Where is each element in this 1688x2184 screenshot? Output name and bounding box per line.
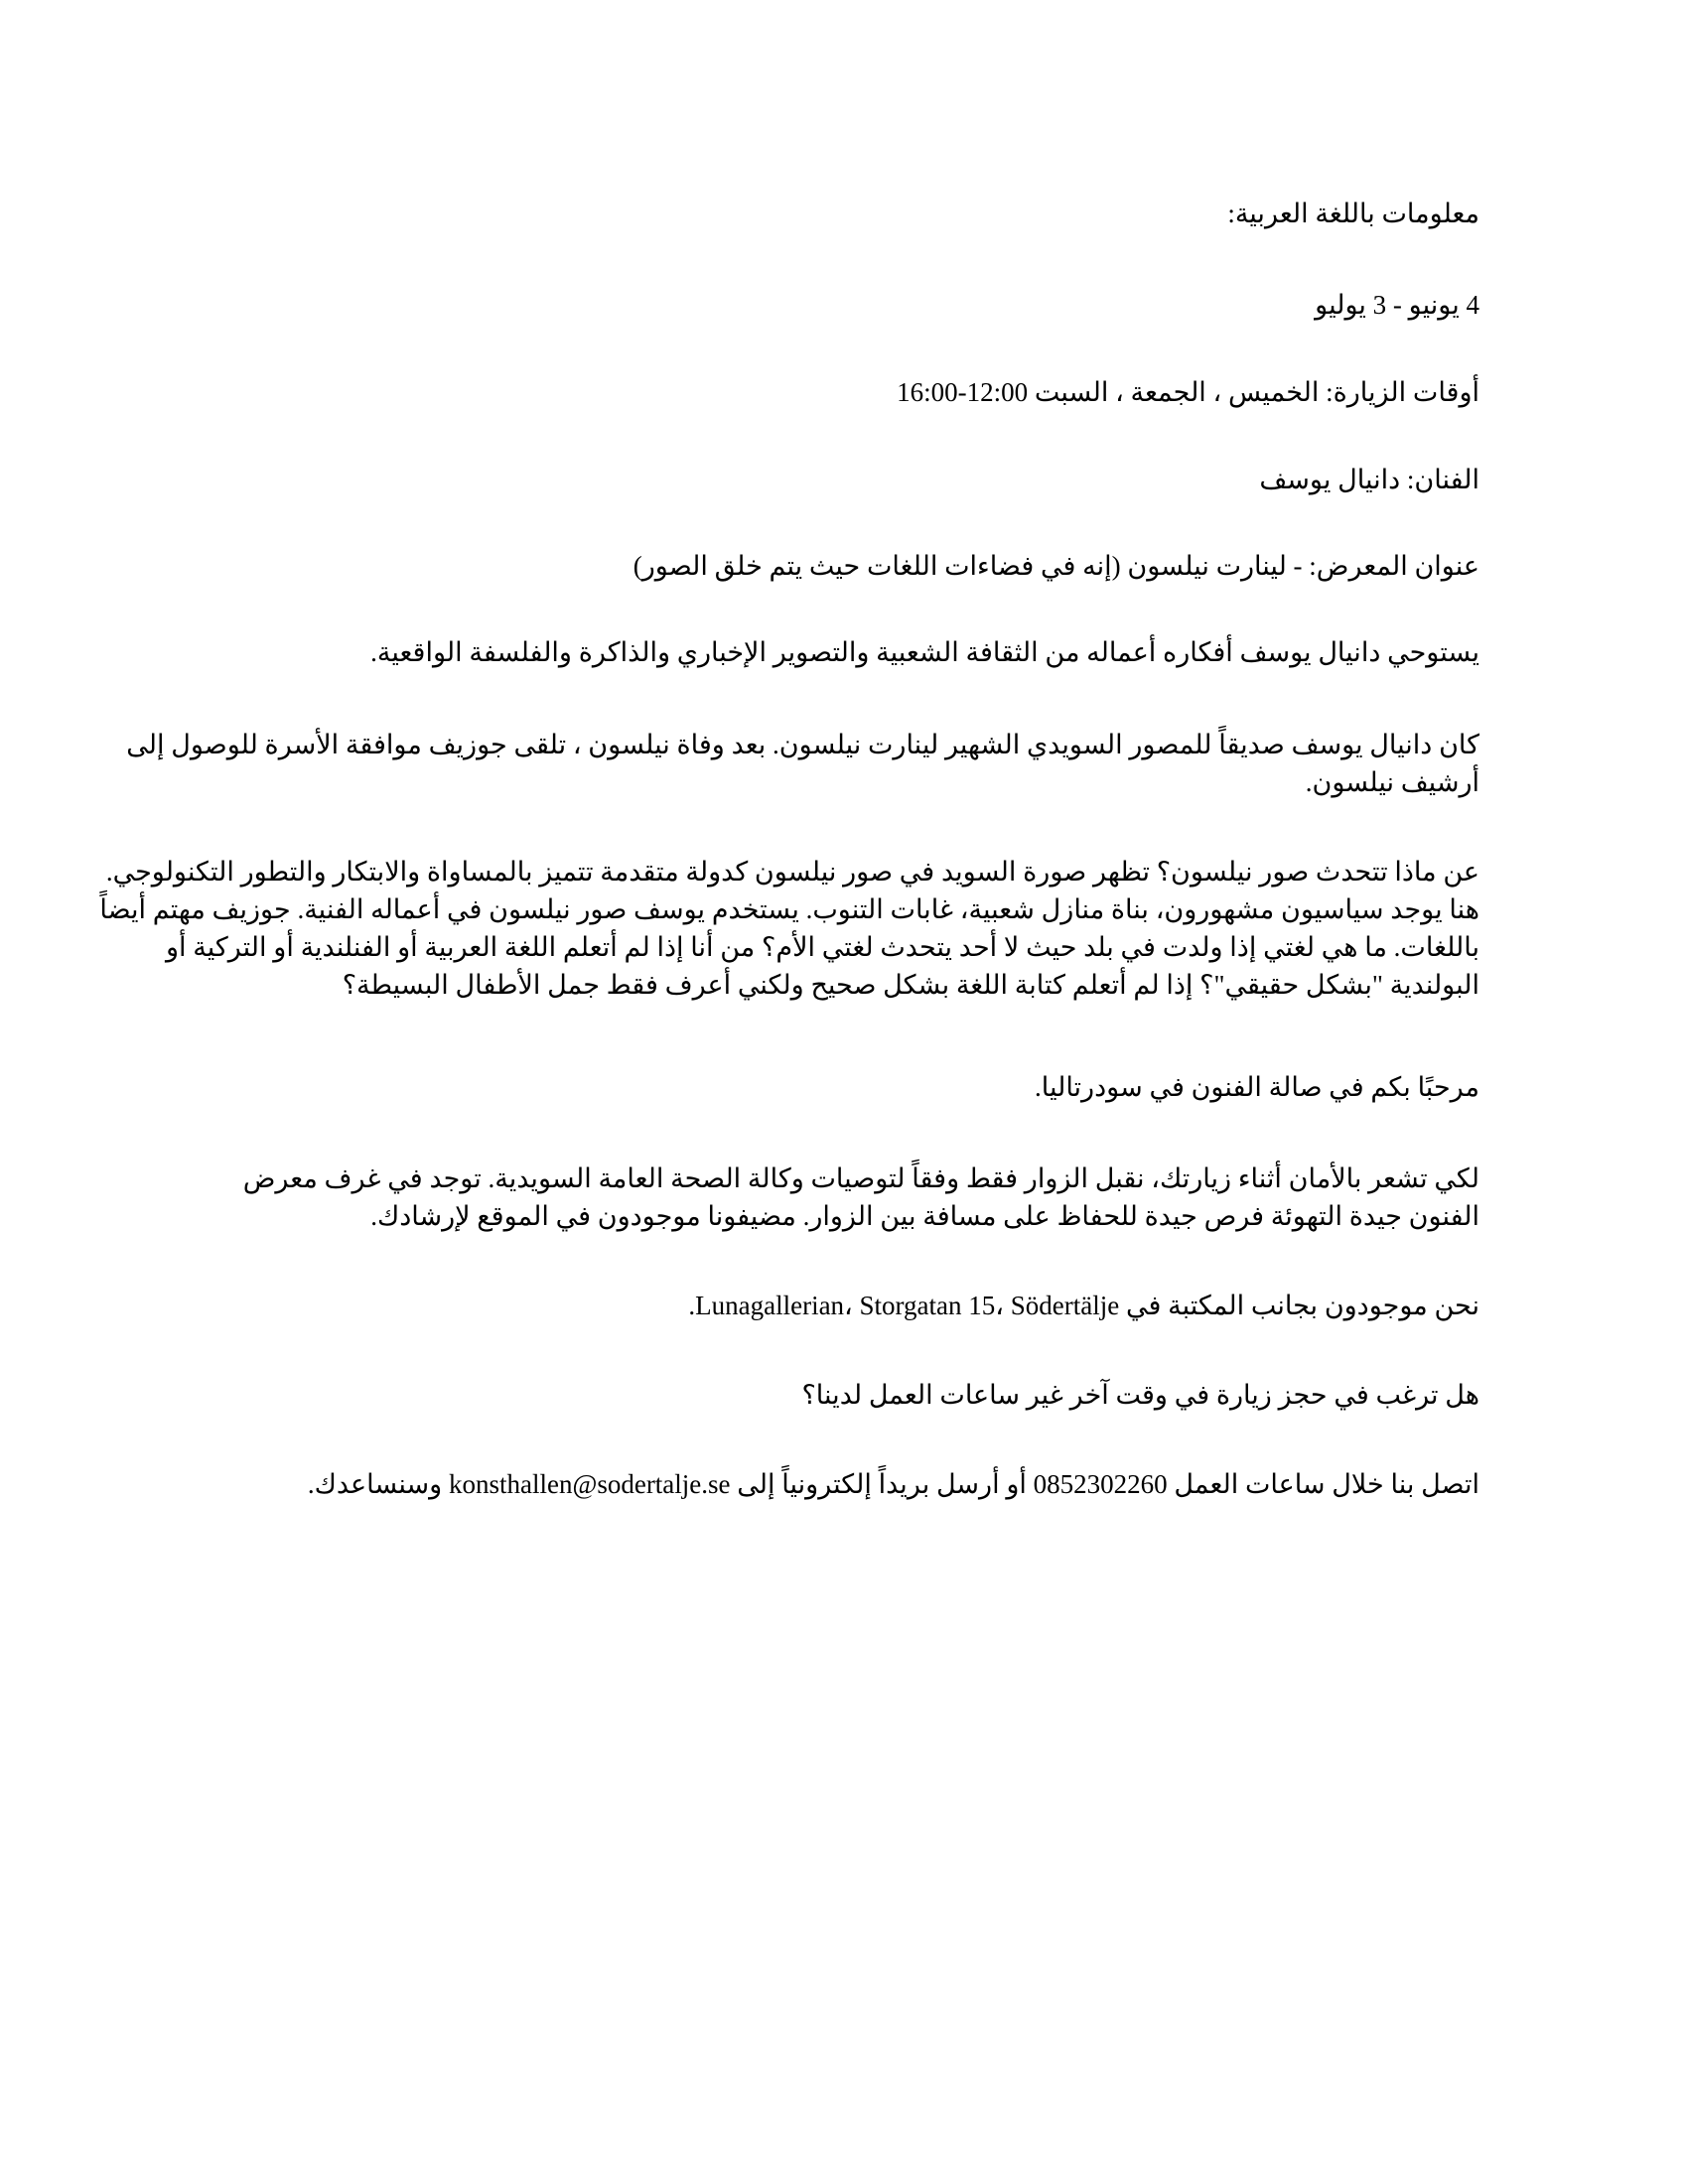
heading: معلومات باللغة العربية:	[1227, 199, 1479, 228]
contact-suffix: وسنساعدك.	[307, 1469, 443, 1499]
welcome-line: مرحبًا بكم في صالة الفنون في سودرتاليا.	[1034, 1072, 1479, 1102]
inspiration-paragraph: يستوحي دانيال يوسف أفكاره أعماله من الثقافة الشعبية والتصوير الإخباري والذاكرة والفلسفة الواقعية.	[370, 637, 1479, 667]
location-prefix: نحن موجودون بجانب المكتبة في	[1125, 1291, 1479, 1320]
safety-paragraph: لكي تشعر بالأمان أثناء زيارتك، نقبل الزوار فقط وفقاً لتوصيات وكالة الصحة العامة السويدية. توجد في غرف معرض الفنون جيدة التهوئة فرص جيدة للحفاظ على مسافة بين الزوار. مضيفونا موجودون في الموقع لإرشادك.	[242, 1163, 1479, 1231]
contact-phone[interactable]: 0852302260	[1033, 1469, 1168, 1499]
contact-email[interactable]: konsthallen@sodertalje.se	[448, 1469, 731, 1499]
location-place: Lunagallerian، Storgatan 15، Södertälje	[695, 1291, 1120, 1320]
booking-question: هل ترغب في حجز زيارة في وقت آخر غير ساعات العمل لدينا؟	[801, 1380, 1479, 1410]
exhibition-title: عنوان المعرض: - لينارت نيلسون (إنه في فضاءات اللغات حيث يتم خلق الصور)	[633, 551, 1479, 581]
exhibition-dates: 4 يونيو - 3 يوليو	[1315, 290, 1479, 320]
artist-line: الفنان: دانيال يوسف	[1259, 465, 1479, 494]
location-suffix: .	[688, 1291, 696, 1320]
friendship-paragraph: كان دانيال يوسف صديقاً للمصور السويدي الشهير لينارت نيلسون. بعد وفاة نيلسون ، تلقى جوزيف موافقة الأسرة للوصول إلى أرشيف نيلسون.	[126, 730, 1479, 797]
about-photos-paragraph: عن ماذا تتحدث صور نيلسون؟ تظهر صورة السويد في صور نيلسون كدولة متقدمة تتميز بالمساواة والابتكار والتطور التكنولوجي. هنا يوجد سياسيون مشهورون، بناة منازل شعبية، غابات التنوب. يستخدم يوسف صور نيلسون في أعماله الفنية. جوزيف مهتم أيضاً باللغات. ما هي لغتي إذا ولدت في بلد حيث لا أحد يتحدث لغتي الأم؟ من أنا إذا لم أتعلم اللغة العربية أو الفنلندية أو التركية أو البولندية "بشكل حقيقي"؟ إذا لم أتعلم كتابة اللغة بشكل صحيح ولكني أعرف فقط جمل الأطفال البسيطة؟	[99, 857, 1479, 1000]
visiting-hours: أوقات الزيارة: الخميس ، الجمعة ، السبت 12:00-16:00	[897, 377, 1479, 407]
location-line	[89, 1287, 1479, 1324]
contact-line	[89, 1465, 1479, 1503]
contact-prefix: اتصل بنا خلال ساعات العمل	[1174, 1469, 1479, 1499]
contact-middle: أو أرسل بريداً إلكترونياً إلى	[737, 1469, 1027, 1499]
